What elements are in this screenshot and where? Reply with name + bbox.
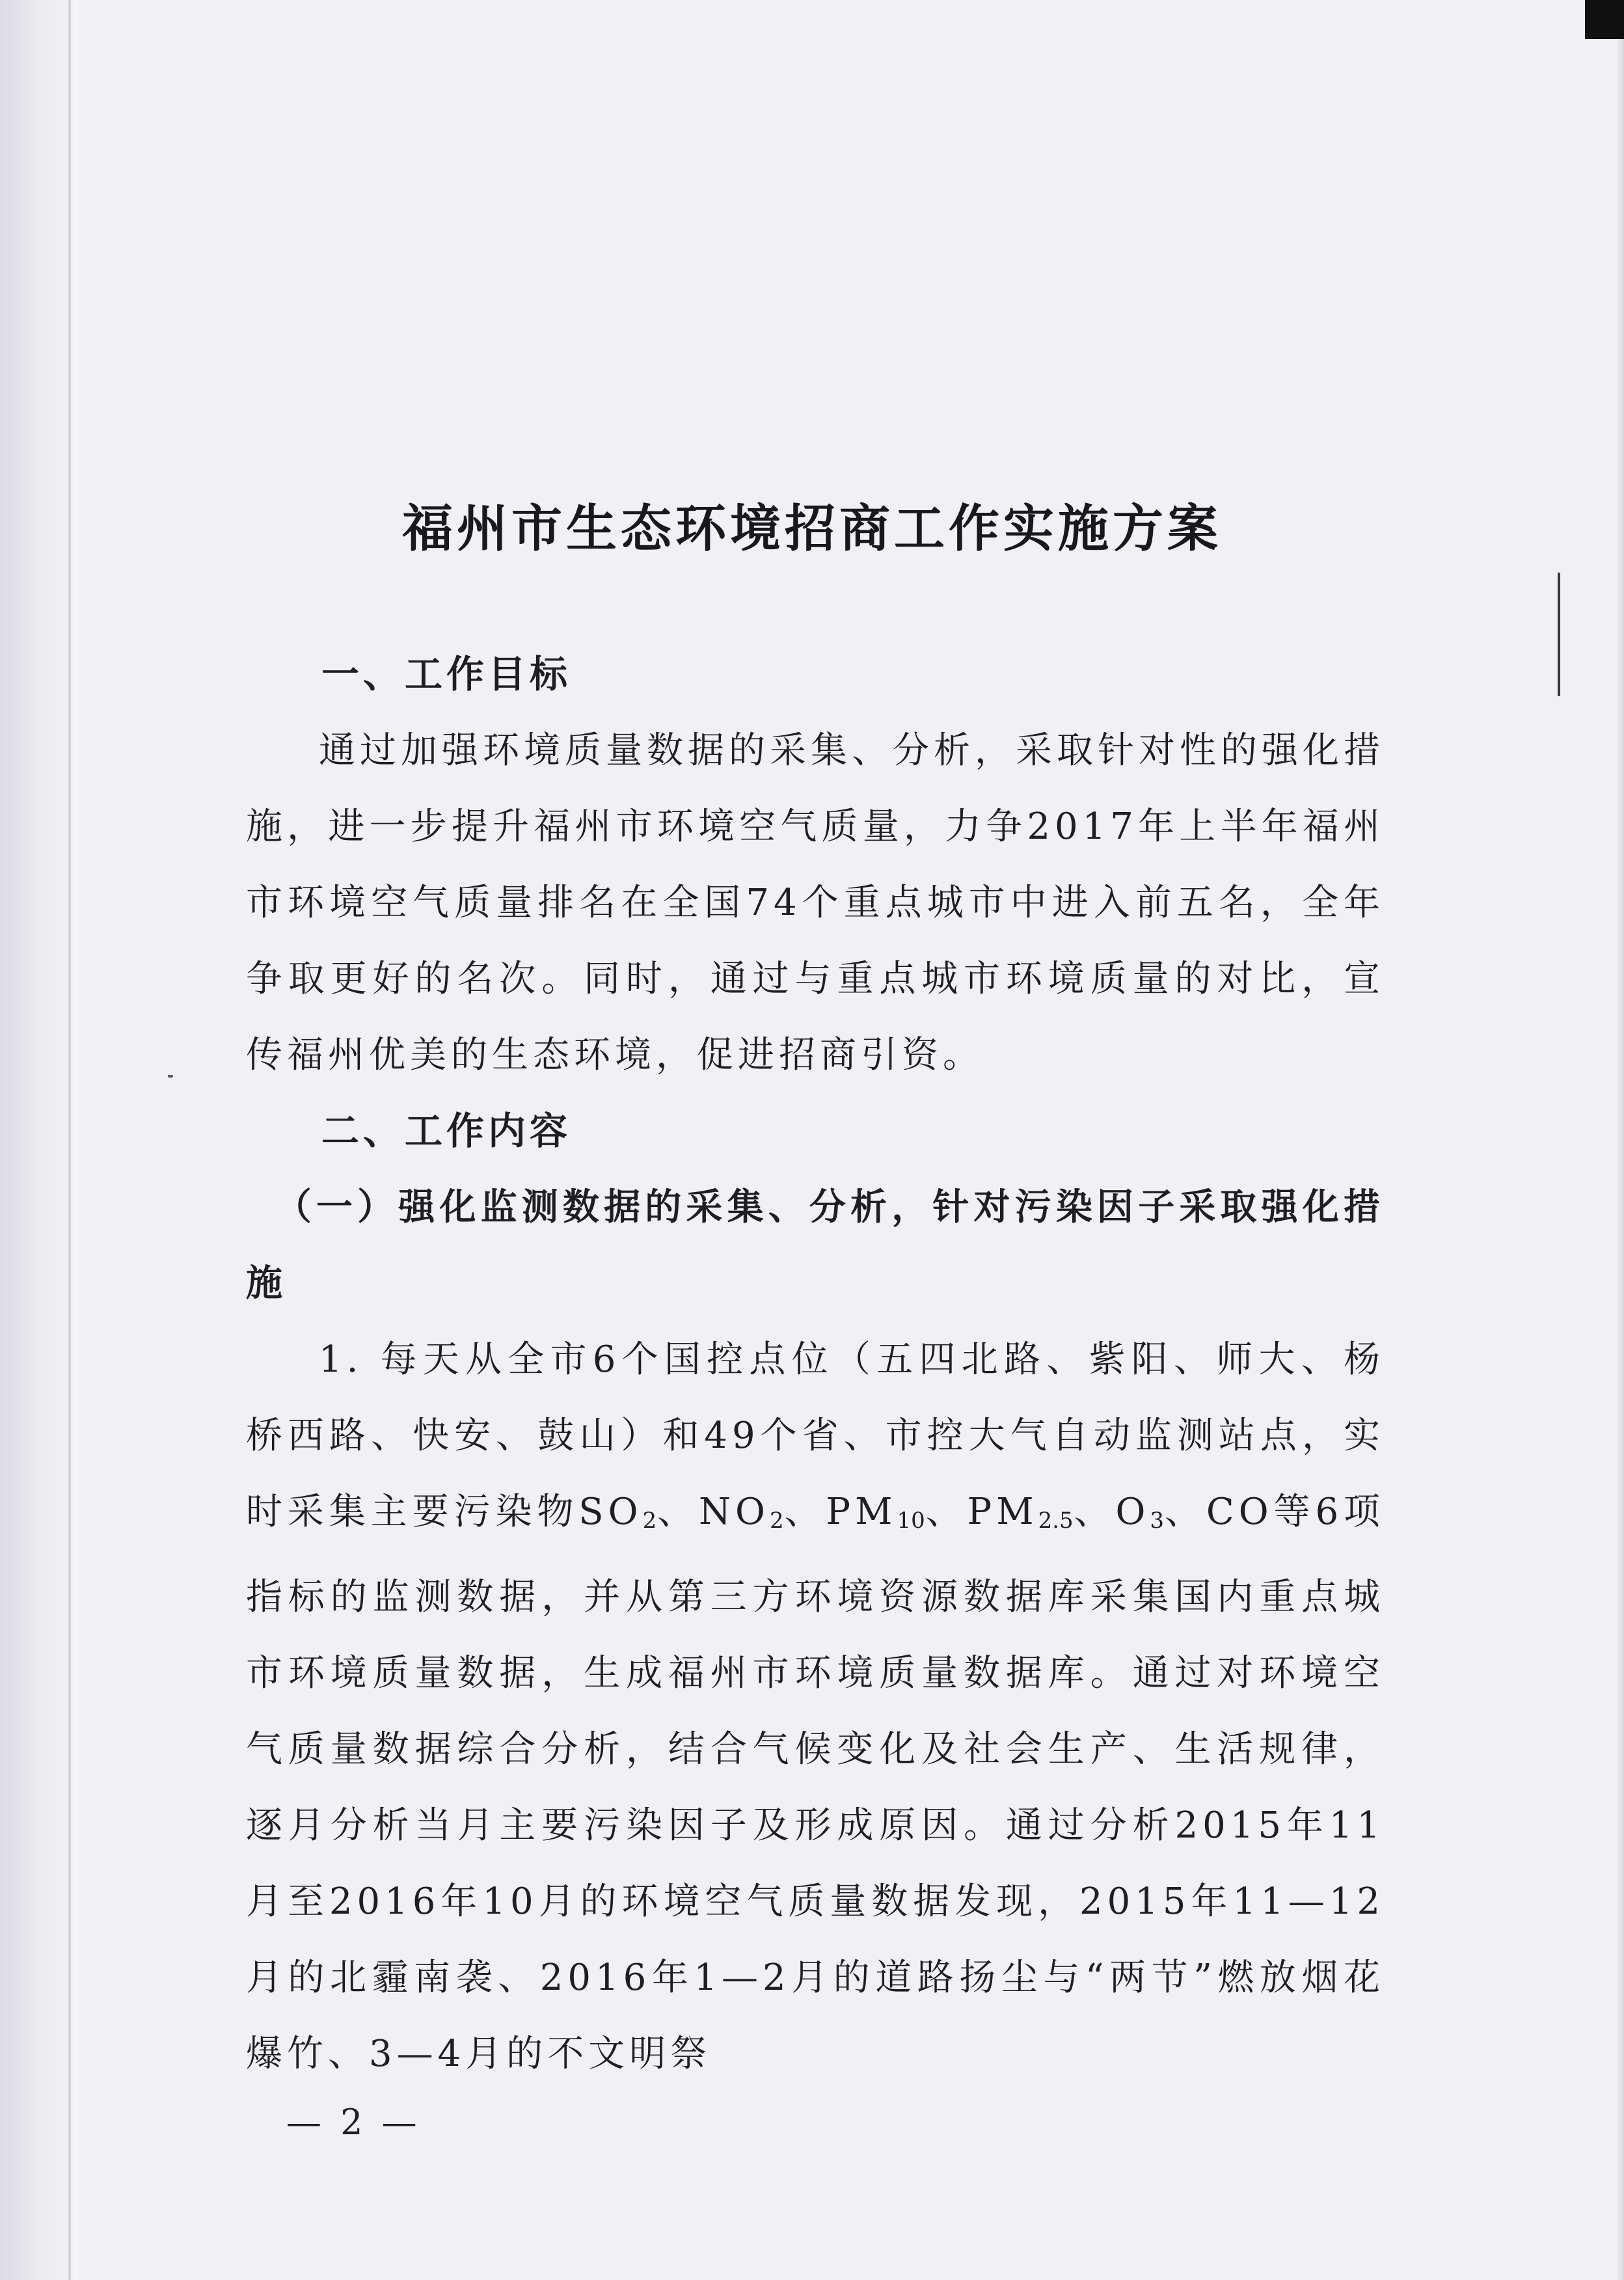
separator-pm10: 、PM [783,1491,897,1533]
scan-speck [168,1075,173,1078]
separator-no2: 、NO [656,1491,770,1533]
so2-subscript: 2 [642,1508,657,1534]
document-title: 福州市生态环境招商工作实施方案 [401,499,1222,558]
paragraph-monitoring-part1: 1. 每天从全市6个国控点位（五四北路、紫阳、师大、杨桥西路、快安、鼓山）和49个省、市控大气自动监测站点，实时采集主要污染物SO [246,1338,1385,1533]
document-body [246,636,1385,2092]
pm10-subscript: 10 [897,1508,925,1534]
section-heading-content: 二、工作内容 [321,1109,572,1153]
scan-staple-mark [1558,573,1560,696]
pm25-subscript: 2.5 [1038,1508,1074,1534]
scan-corner-shadow [1585,0,1624,39]
scan-left-edge [0,0,78,2280]
no2-subscript: 2 [769,1508,784,1534]
separator-pm25: 、PM [925,1491,1038,1533]
scan-right-edge [1616,39,1624,2280]
paragraph-goals: 通过加强环境质量数据的采集、分析，采取针对性的强化措施，进一步提升福州市环境空气质量，力争2017年上半年福州市环境空气质量排名在全国74个重点城市中进入前五名，全年争取更好的名次。同时，通过与重点城市环境质量的对比，宣传福州优美的生态环境，促进招商引资。 [246,729,1385,1076]
page-number: — 2 — [286,2102,421,2143]
paragraph-monitoring [246,1322,1385,2092]
separator-o3: 、O [1073,1491,1150,1533]
scan-fold-shadow [68,0,72,2280]
subsection-heading-monitoring: （一）强化监测数据的采集、分析，针对污染因子采取强化措施 [246,1186,1385,1305]
paragraph-monitoring-part2: 、CO等6项指标的监测数据，并从第三方环境资源数据库采集国内重点城市环境质量数据，生成福州市环境质量数据库。通过对环境空气质量数据综合分析，结合气候变化及社会生产、生活规律，逐月分析当月主要污染因子及形成原因。通过分析2015年11月至2016年10月的环境空气质量数据发现，2015年11—12月的北霾南袭、2016年1—2月的道路扬尘与“两节”燃放烟花爆竹、3—4月的不文明祭 [246,1491,1385,2075]
o3-subscript: 3 [1150,1508,1165,1534]
section-heading-goals: 一、工作目标 [321,652,572,696]
